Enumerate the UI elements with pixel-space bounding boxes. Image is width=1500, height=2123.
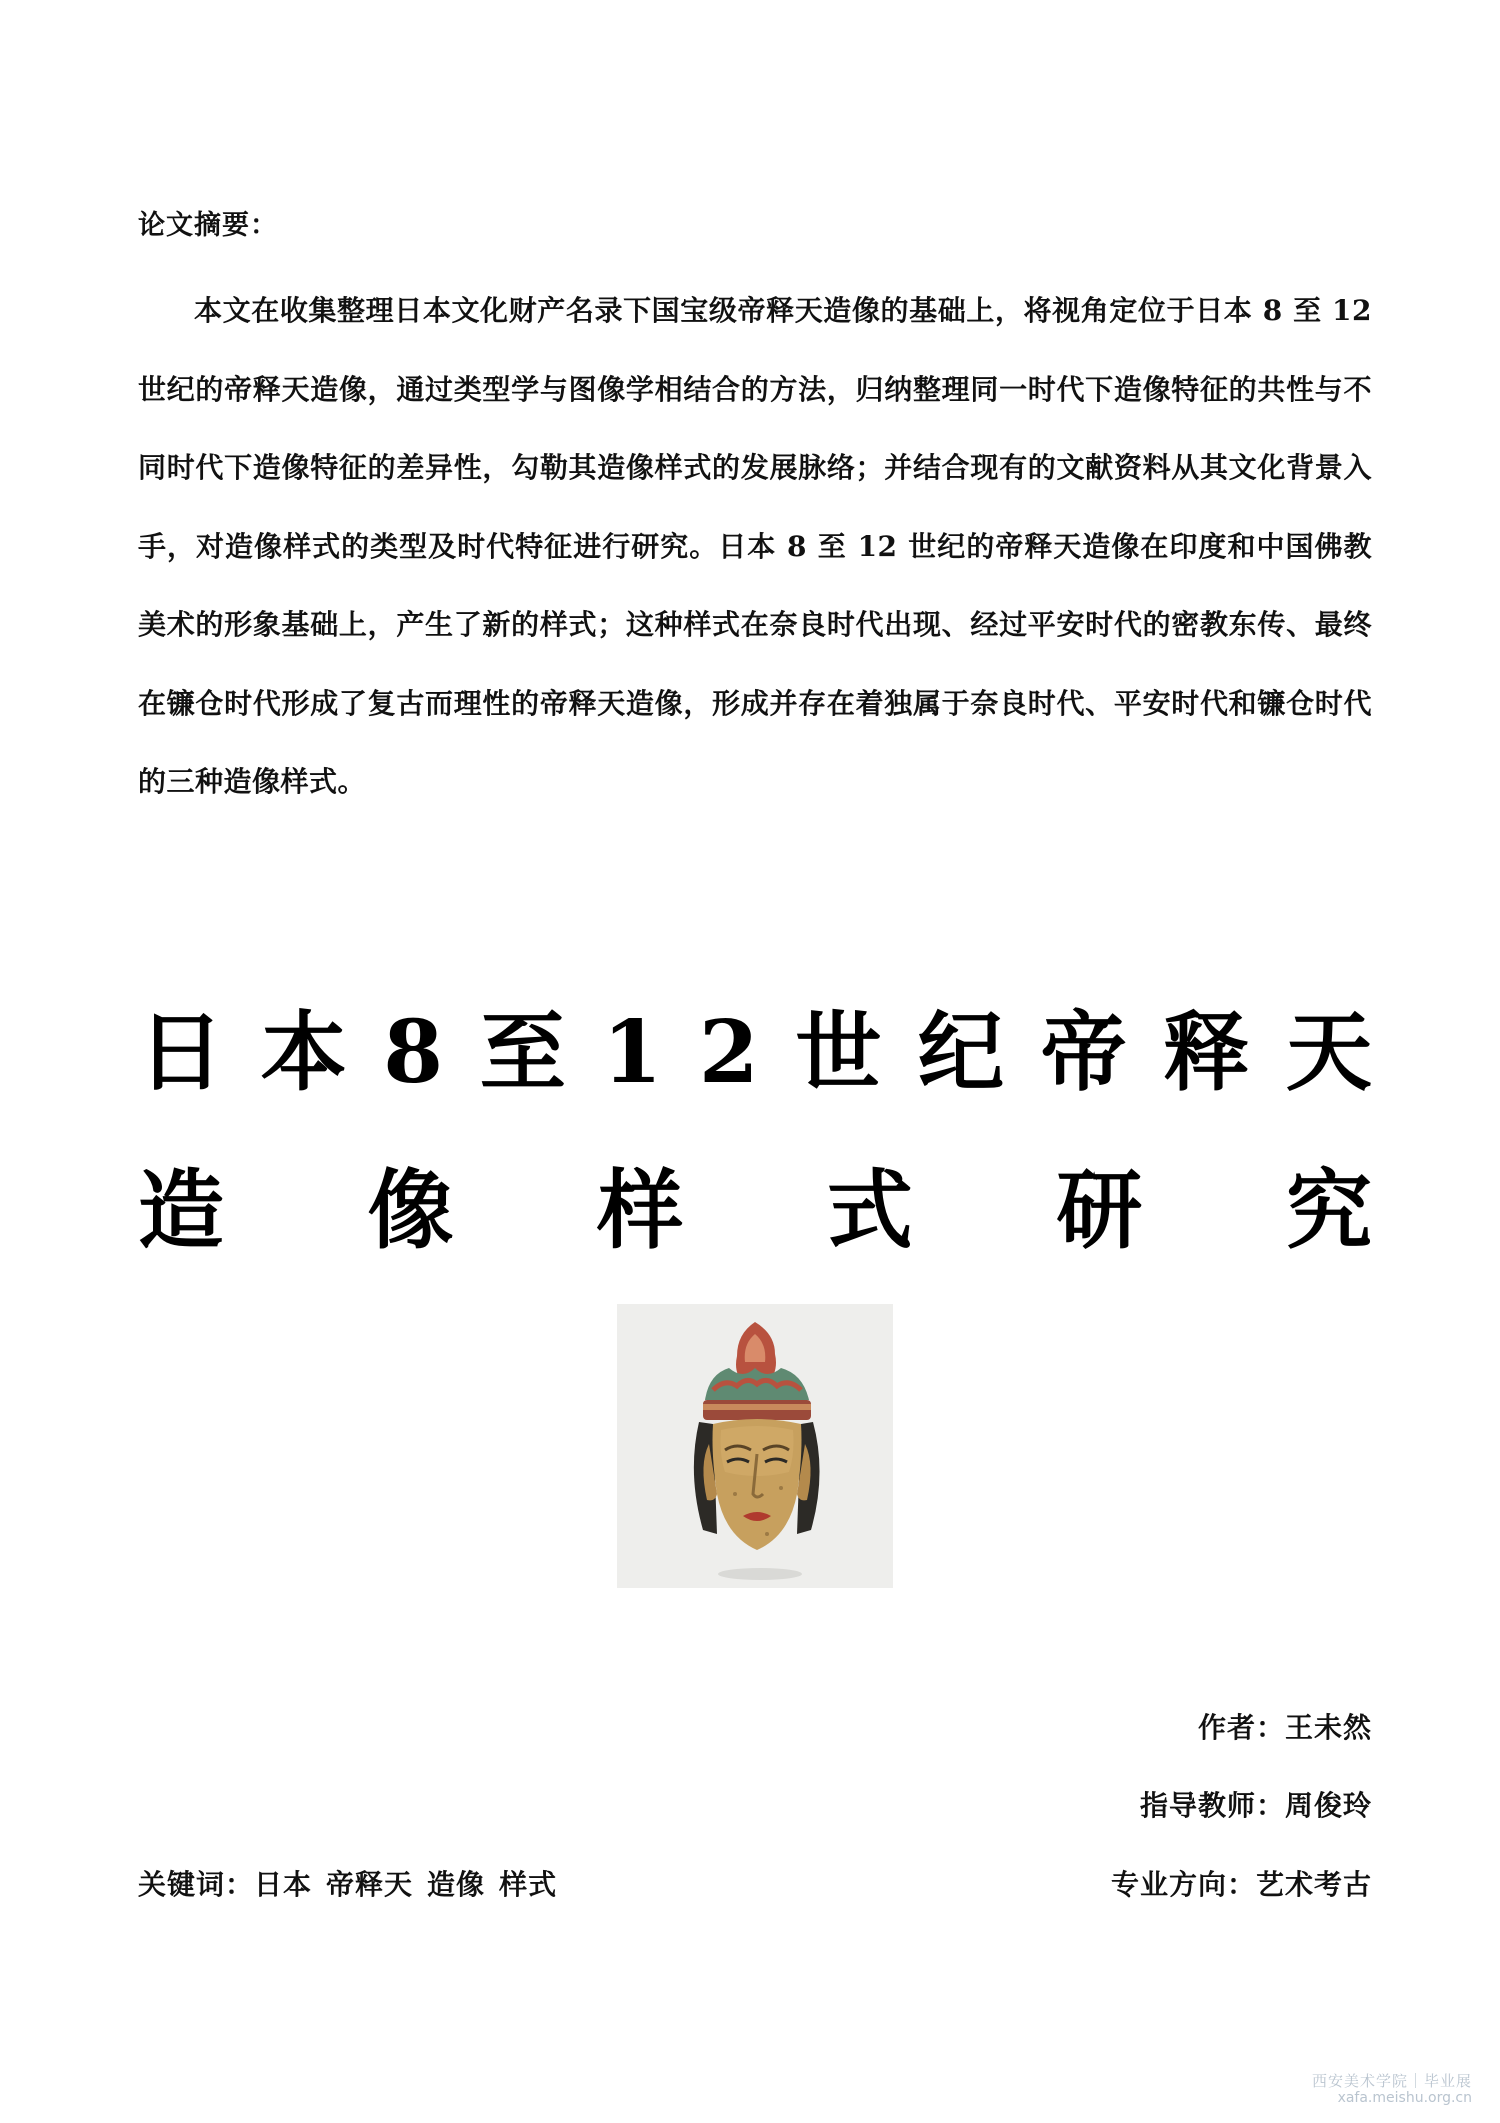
title-char: 帝 — [1040, 1002, 1127, 1103]
title-char: 2 — [698, 1002, 759, 1103]
title-char: 天 — [1285, 1002, 1372, 1103]
title-char: 式 — [826, 1160, 913, 1261]
title-char: 世 — [795, 1002, 882, 1103]
cover-figure — [617, 1304, 893, 1588]
abstract-paragraph: 本文在收集整理日本文化财产名录下国宝级帝释天造像的基础上，将视角定位于日本 8 至 12 世纪的帝释天造像，通过类型学与图像学相结合的方法，归纳整理同一时代下造像特征的共性与不同时代下造像特征的差异性，勾勒其造像样式的发展脉络；并结合现有的文献资料从其文化背景入手，对造像样式的类型及时代特征进行研究。日本 8 至 12 世纪的帝释天造像在印度和中国佛教美术的形象基础上，产生了新的样式；这种样式在奈良时代出现、经过平安时代的密教东传、最终在镰仓时代形成了复古而理性的帝释天造像，形成并存在着独属于奈良时代、平安时代和镰仓时代的三种造像样式。 — [138, 294, 1372, 798]
title-char: 本 — [260, 1002, 347, 1103]
title-char: 日 — [138, 1002, 224, 1103]
watermark — [1312, 2073, 1472, 2106]
abstract-heading: 论文摘要： — [138, 210, 278, 241]
title-char: 8 — [383, 1002, 444, 1103]
title-char: 至 — [479, 1002, 566, 1103]
keyword: 帝释天 — [326, 1868, 414, 1901]
title-char: 样 — [597, 1160, 684, 1261]
abstract-body — [138, 272, 1372, 822]
keywords-line — [138, 1863, 571, 1903]
title-char: 1 — [602, 1002, 663, 1103]
title-char: 究 — [1285, 1160, 1372, 1261]
bodhisattva-head-icon — [617, 1304, 893, 1588]
keyword: 日本 — [254, 1868, 313, 1901]
watermark-url: xafa.meishu.org.cn — [1337, 2090, 1472, 2107]
watermark-title: 西安美术学院｜毕业展 — [1311, 2072, 1472, 2090]
title-char: 造 — [138, 1160, 224, 1261]
title-line-2 — [138, 1160, 1372, 1261]
title-char: 研 — [1056, 1160, 1143, 1261]
keywords-label: 关键词： — [138, 1868, 255, 1901]
keyword: 造像 — [427, 1868, 486, 1901]
major-line: 专业方向：艺术考古 — [1110, 1868, 1372, 1901]
title-char: 释 — [1163, 1002, 1250, 1103]
advisor-line: 指导教师：周俊玲 — [1139, 1789, 1372, 1822]
title-char: 纪 — [918, 1002, 1005, 1103]
keyword: 样式 — [499, 1868, 558, 1901]
author-line: 作者：王未然 — [1197, 1711, 1372, 1744]
title-line-1 — [138, 1002, 1372, 1103]
title-char: 像 — [367, 1160, 454, 1261]
